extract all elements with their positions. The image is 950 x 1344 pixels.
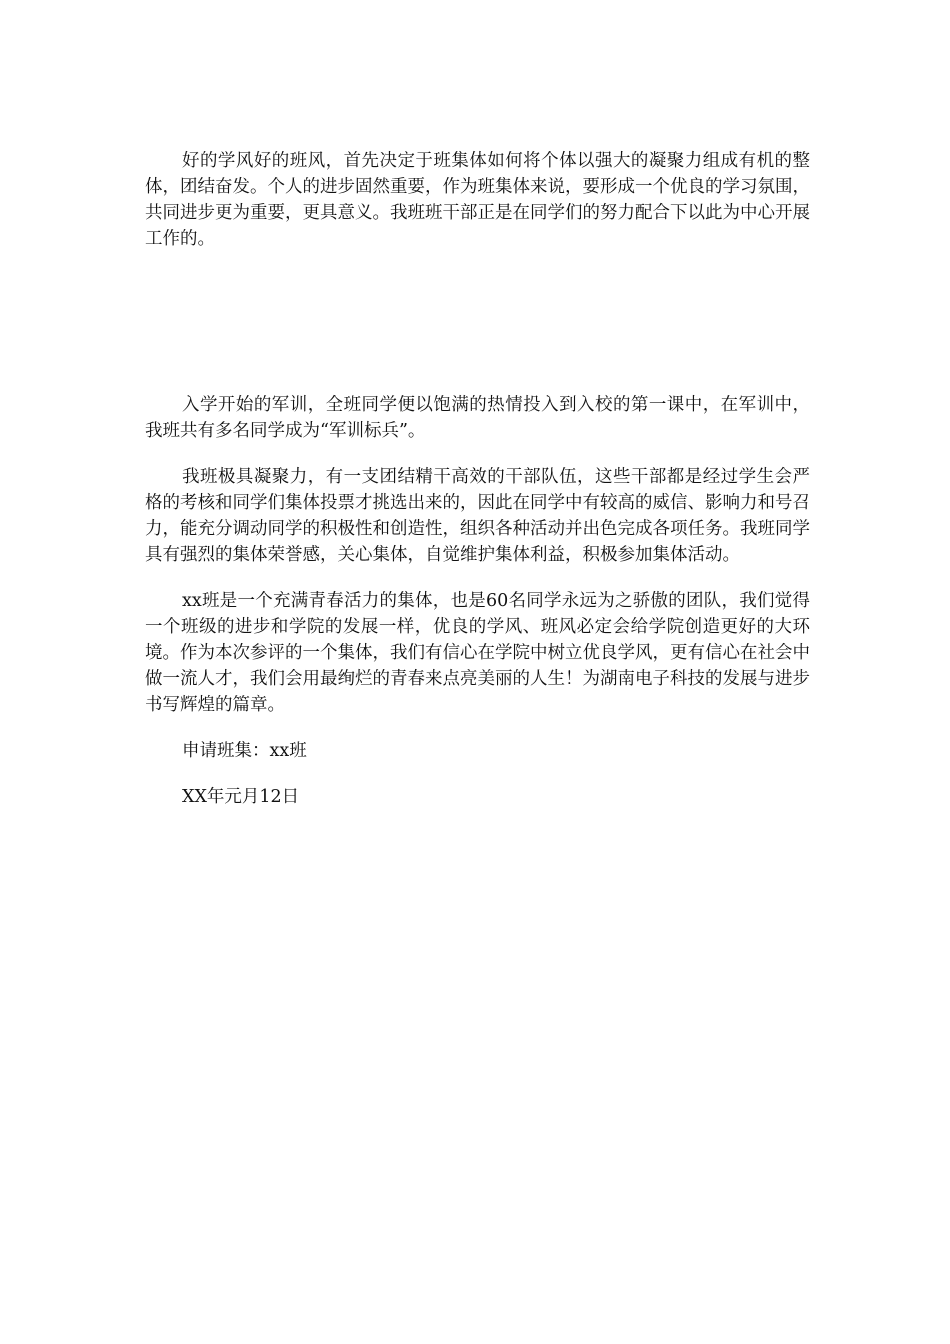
date-line: XX年元月12日	[182, 787, 300, 807]
spacer	[145, 252, 810, 392]
applicant-line: 申请班集：xx班	[182, 741, 307, 761]
paragraph-military-training: 入学开始的军训，全班同学便以饱满的热情投入到入校的第一课中，在军训中，我班共有多名同学成为“军训标兵”。	[145, 395, 810, 441]
paragraph-study-atmosphere: 好的学风好的班风，首先决定于班集体如何将个体以强大的凝聚力组成有机的整体，团结奋发。个人的进步固然重要，作为班集体来说，要形成一个优良的学习氛围，共同进步更为重要，更具意义。我班班干部正是在同学们的努力配合下以此为中心开展工作的。	[145, 151, 810, 249]
spacer	[145, 444, 810, 464]
paragraph-class-vitality: xx班是一个充满青春活力的集体，也是60名同学永远为之骄傲的团队，我们觉得一个班级的进步和学院的发展一样，优良的学风、班风必定会给学院创造更好的大环境。作为本次参评的一个集体，我们有信心在学院中树立优良学风，更有信心在社会中做一流人才，我们会用最绚烂的青春来点亮美丽的人生！为湖南电子科技的发展与进步书写辉煌的篇章。	[145, 591, 810, 715]
spacer	[145, 764, 810, 784]
paragraph-cohesion: 我班极具凝聚力，有一支团结精干高效的干部队伍，这些干部都是经过学生会严格的考核和同学们集体投票才挑选出来的，因此在同学中有较高的威信、影响力和号召力，能充分调动同学的积极性和创造性，组织各种活动并出色完成各项任务。我班同学具有强烈的集体荣誉感，关心集体，自觉维护集体利益，积极参加集体活动。	[145, 467, 810, 565]
document-body	[145, 148, 810, 810]
spacer	[145, 568, 810, 588]
spacer	[145, 718, 810, 738]
